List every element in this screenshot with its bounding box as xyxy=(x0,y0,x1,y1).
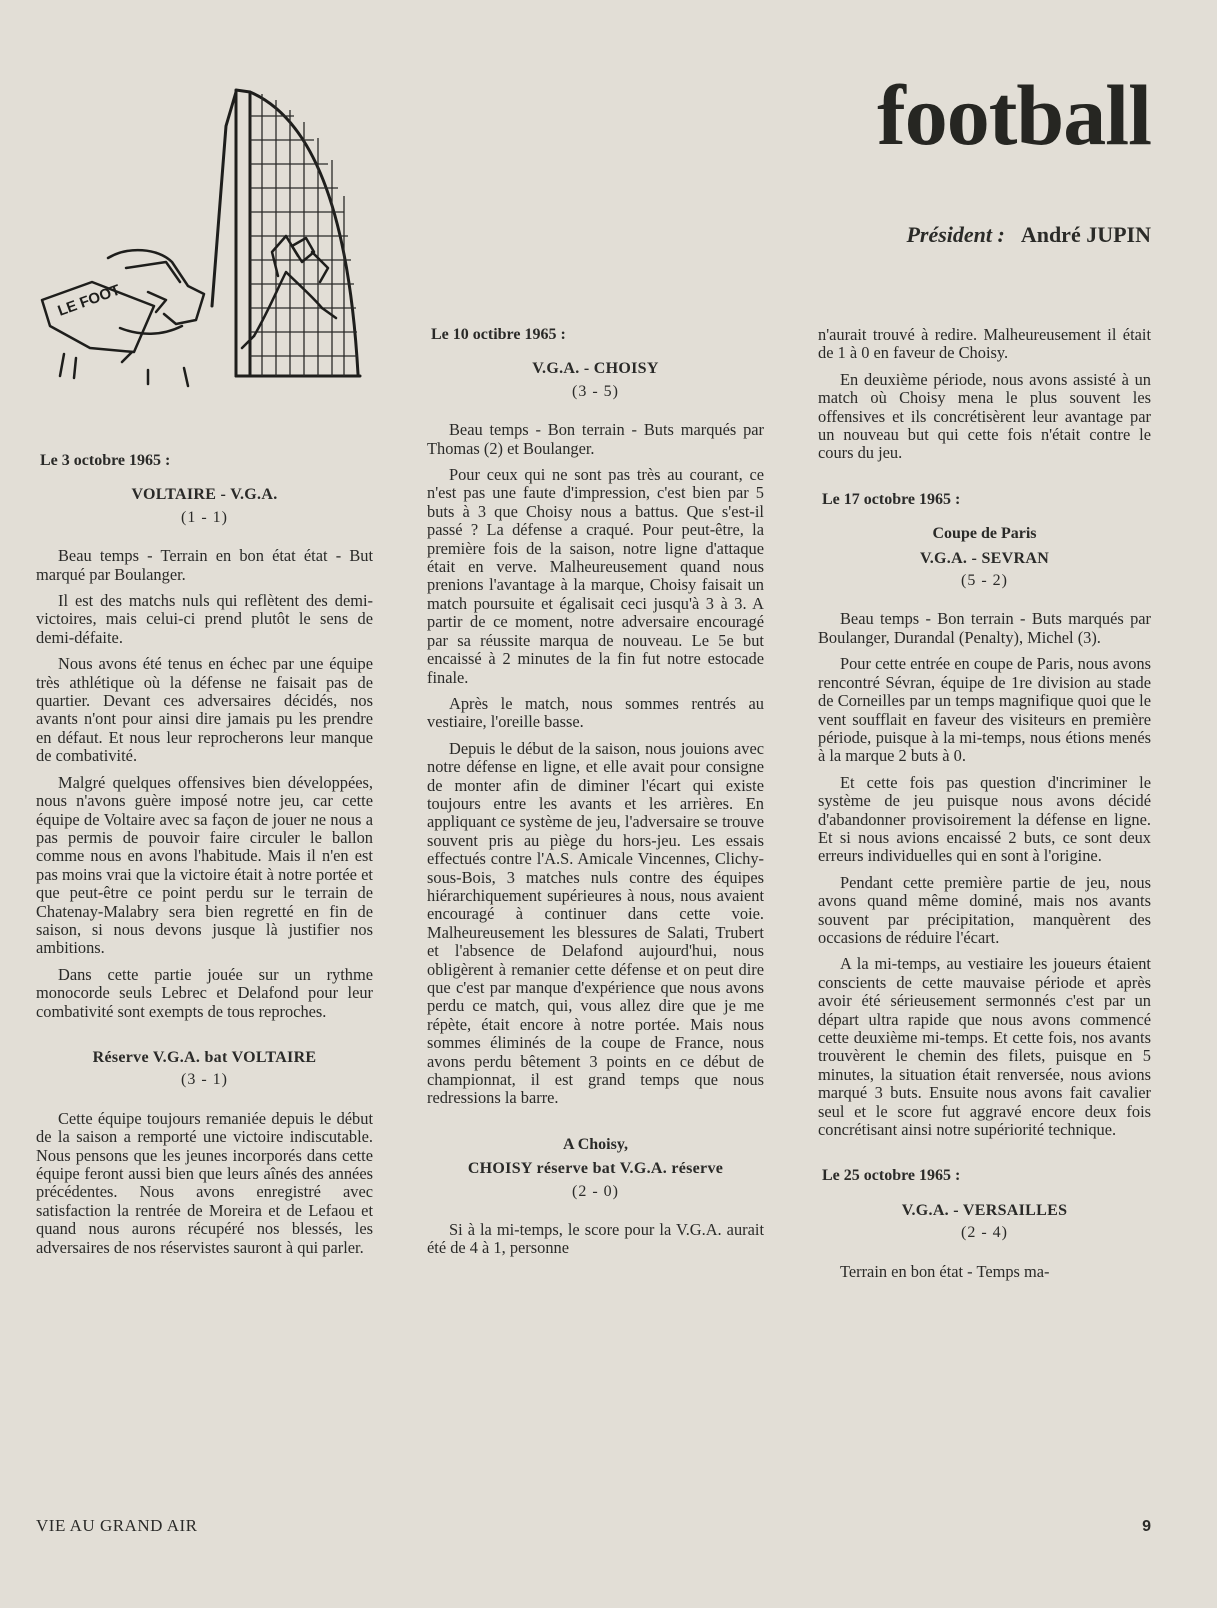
paragraph: Après le match, nous sommes rentrés au vestiaire, l'oreille basse. xyxy=(427,693,764,732)
paragraph: Il est des matchs nuls qui reflètent des demi-victoires, mais celui-ci prend plutôt le sens de demi-défaite. xyxy=(36,591,373,647)
match-score: (2 - 4) xyxy=(961,1224,1008,1242)
paragraph: Beau temps - Bon terrain - Buts marqués par Thomas (2) et Boulanger. xyxy=(427,420,764,458)
match-date: Le 17 octobre 1965 : xyxy=(822,490,961,508)
paragraph: En deuxième période, nous avons assisté à un match où Choisy mena le plus souvent les offensives et ils concrétisèrent leur avantage par un nouveau but qui cette fois n'était contre le cours du jeu. xyxy=(818,369,1151,463)
column-2 xyxy=(427,326,764,1266)
section-title: football xyxy=(877,67,1151,163)
column-3 xyxy=(818,326,1151,1289)
president-name: André JUPIN xyxy=(1020,222,1151,247)
match-title: V.G.A. - VERSAILLES xyxy=(901,1201,1068,1219)
match-title: Réserve V.G.A. bat VOLTAIRE xyxy=(92,1048,317,1066)
match-date: Le 10 octibre 1965 : xyxy=(431,326,566,343)
paragraph: Beau temps - Terrain en bon état état - But marqué par Boulanger. xyxy=(36,546,373,584)
paragraph: Pour cette entrée en coupe de Paris, nous avons rencontré Sévran, équipe de 1re division au stade de Corneilles par un temps magnifique quoi que le vent soufflait en faveur des visiteurs en première période, puisque à la mi-temps, nous étions menés à la marque 2 buts à 0. xyxy=(818,654,1151,766)
paragraph: Malgré quelques offensives bien développées, nous n'avons guère imposé notre jeu, car cette équipe de Voltaire avec sa façon de jouer ne nous a pas permis de pouvoir faire circuler le ballon comme nous en avons l'habitude. Mais il n'en est pas moins vrai que la victoire était à notre portée et que peut-être ce point perdu sur le terrain de Chatenay-Malabry sera bien regretté en fin de saison, si nous devons jusque là justifier nos ambitions. xyxy=(36,772,373,958)
paragraph: Pendant cette première partie de jeu, nous avons quand même dominé, mais nos avants souvent par précipitation, manquèrent des occasions de réduire l'écart. xyxy=(818,872,1151,947)
newspaper-lettering: LE FOOT xyxy=(55,281,123,320)
paragraph: Cette équipe toujours remaniée depuis le début de la saison a remporté une victoire indiscutable. Nous pensons que les jeunes incorporés dans cette équipe feront aussi bien que leurs aînés des années précédentes. Nous avons enregistré avec satisfaction la rentrée de Moreira et de Lefaou et quand nous aurons récupéré nos blessés, les adversaires de nos réservistes sauront à qui parler. xyxy=(36,1108,373,1257)
competition-name: Coupe de Paris xyxy=(932,525,1037,543)
paragraph: A la mi-temps, au vestiaire les joueurs étaient conscients de cette mauvaise période et après avoir été sérieusement sermonnés c'est par un départ ultra rapide que nous avons commencé cette deuxième mi-temps. Et cette fois, nos avants trouvèrent le chemin des filets, puisque en 5 minutes, la situation était renversée, nous avions marqué 3 buts. Ensuite nous avons fait cavalier seul et le score fut aggravé encore deux fois concrétisant ainsi notre supériorité technique. xyxy=(818,954,1151,1140)
match-title: CHOISY réserve bat V.G.A. réserve xyxy=(467,1160,724,1178)
match-title: VOLTAIRE - V.G.A. xyxy=(131,486,278,504)
paragraph: Nous avons été tenus en échec par une équipe très athlétique où la défense ne faisait pas de quartier. Devant ces adversaires décidés, nos avants n'ont pour ainsi dire jamais pu les prendre en défaut. Et nous leur reprocherons leur manque de combativité. xyxy=(36,654,373,766)
match-score: (5 - 2) xyxy=(961,572,1008,590)
paragraph: Pour ceux qui ne sont pas très au courant, ce n'est pas une faute d'impression, c'est bien par 5 buts à 3 que Choisy nous a battus. Que s'est-il passé ? La défense a craqué. Pour peut-être, la première fois de la saison, notre ligne d'attaque était en verve. Malheureusement quand nous prenions l'avantage à la marque, Choisy faisait un match poursuite et égalisait ceci jusqu'à 3 à 3. A partir de ce moment, notre adversaire encouragé par sa réussite marqua de nouveau. Le 5e but encaissé à 2 minutes de la fin fut notre estocade finale. xyxy=(427,465,764,687)
match-location: A Choisy, xyxy=(563,1135,628,1153)
column-1 xyxy=(36,452,373,1265)
match-score: (3 - 1) xyxy=(181,1071,228,1089)
cartoon-goalkeeper-illustration xyxy=(36,86,376,396)
match-title: V.G.A. - SEVRAN xyxy=(919,549,1050,567)
match-title: V.G.A. - CHOISY xyxy=(532,360,659,378)
match-score: (3 - 5) xyxy=(572,382,619,400)
match-date: Le 3 octobre 1965 : xyxy=(40,452,171,469)
match-score: (2 - 0) xyxy=(572,1182,619,1200)
president-line xyxy=(906,222,1151,248)
paragraph: Si à la mi-temps, le score pour la V.G.A. aurait été de 4 à 1, personne xyxy=(427,1220,764,1258)
paragraph: n'aurait trouvé à redire. Malheureusement il était de 1 à 0 en faveur de Choisy. xyxy=(818,325,1151,363)
paragraph: Terrain en bon état - Temps ma- xyxy=(840,1261,1050,1281)
paragraph: Dans cette partie jouée sur un rythme monocorde seuls Lebrec et Delafond pour leur combativité sont exempts de tous reproches. xyxy=(36,964,373,1021)
paragraph: Et cette fois pas question d'incriminer le système de jeu puisque nous avons décidé d'abandonner provisoirement la défense en ligne. Et si nous avions encaissé 2 buts, ce sont deux erreurs individuelles qui en sont à l'origine. xyxy=(818,772,1151,866)
match-score: (1 - 1) xyxy=(181,508,228,526)
page-number: 9 xyxy=(1142,1518,1151,1535)
match-date: Le 25 octobre 1965 : xyxy=(822,1167,961,1185)
publication-name: VIE AU GRAND AIR xyxy=(36,1516,198,1535)
president-label: Président : xyxy=(906,222,1005,247)
paragraph: Depuis le début de la saison, nous jouions avec notre défense en ligne, et elle avait pour consigne de monter afin de diminer l'écart qui existe toujours entre les avants et les arrières. En appliquant ce système de jeu, l'adversaire se trouve souvent pris au piège du hors-jeu. Les essais effectués contre l'A.S. Amicale Vincennes, Clichy-sous-Bois, 3 matches nuls contre des équipes hiérarchiquement supérieures à nous, nous avaient encouragé à continuer dans cette voie. Malheureusement les blessures de Salati, Trubert et l'absence de Delafond aujourd'hui, nous obligèrent à remanier cette défense et on peut dire que c'est par manque d'expérience que nous avons perdu ce match, qui, vous allez dire que je me répète, était encore à notre portée. Mais nous sommes éliminés de la coupe de France, nous avons perdu bêtement 3 points en ce début de championnat, il est grand temps que nous redressions la barre. xyxy=(427,738,764,1108)
paragraph: Beau temps - Bon terrain - Buts marqués par Boulanger, Durandal (Penalty), Michel (3). xyxy=(818,609,1151,647)
